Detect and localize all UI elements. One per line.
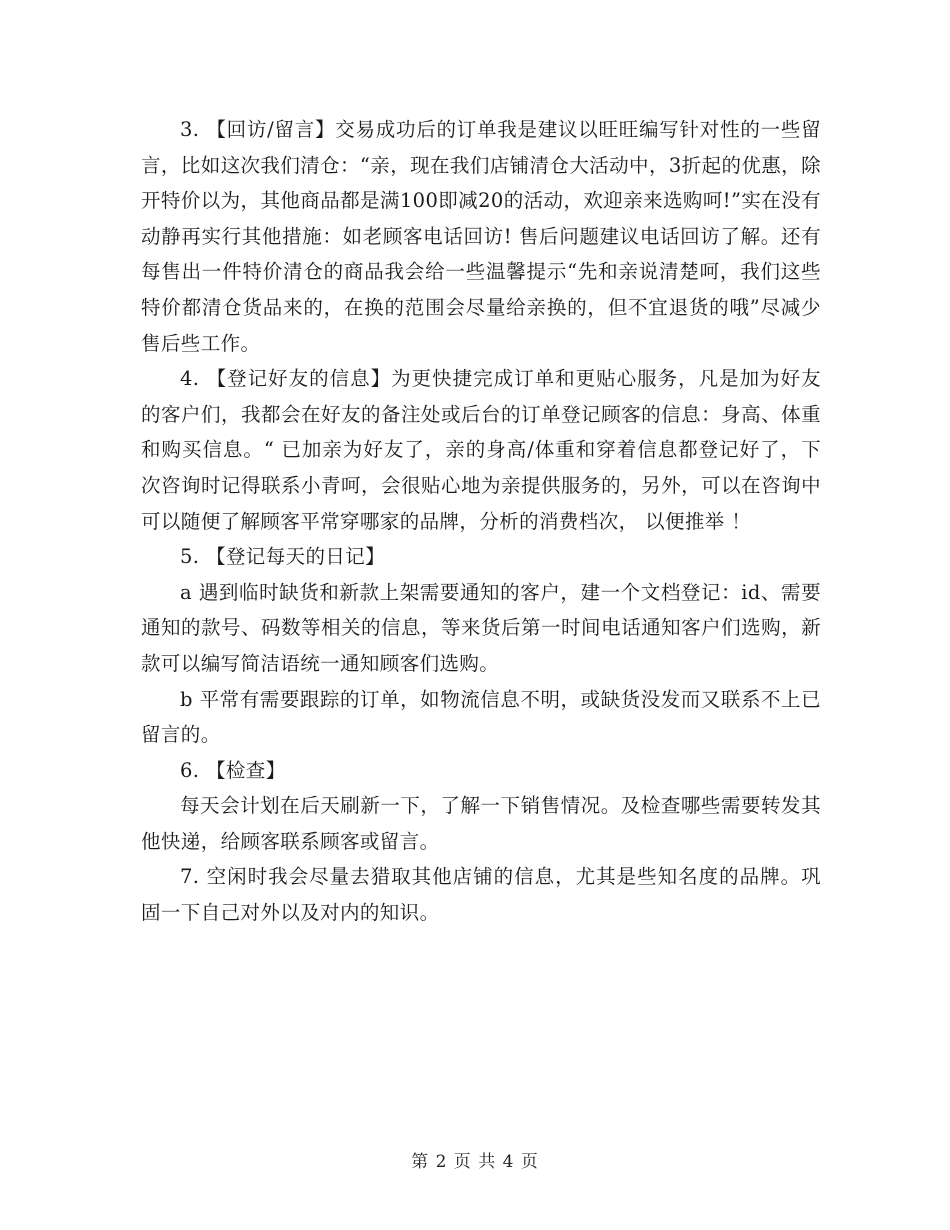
document-body	[141, 112, 821, 931]
paragraph-item-7: 7. 空闲时我会尽量去猎取其他店铺的信息，尤其是些知名度的品牌。巩固一下自己对外以及对内的知识。	[141, 865, 821, 925]
paragraph-item-5b: b 平常有需要跟踪的订单，如物流信息不明，或缺货没发而又联系不上已留言的。	[141, 687, 821, 747]
paragraph-item-6-heading: 6. 【检查】	[180, 758, 286, 782]
paragraph-item-3-revisit: 3. 【回访/留言】交易成功后的订单我是建议以旺旺编写针对性的一些留言，比如这次我们清仓：“亲，现在我们店铺清仓大活动中，3折起的优惠，除开特价以为，其他商品都是满100即减20的活动，欢迎亲来选购呵!”实在没有动静再实行其他措施：如老顾客电话回访! 售后问题建议电话回访了解。还有每售出一件特价清仓的商品我会给一些温馨提示“先和亲说清楚呵，我们这些特价都清仓货品来的，在换的范围会尽量给亲换的，但不宜退货的哦”尽减少售后些工作。	[141, 118, 821, 355]
paragraph-item-5-heading: 5. 【登记每天的日记】	[180, 545, 386, 569]
paragraph-item-6-body: 每天会计划在后天刷新一下，了解一下销售情况。及检查哪些需要转发其他快递，给顾客联系顾客或留言。	[141, 794, 821, 853]
paragraph-item-5a: a 遇到临时缺货和新款上架需要通知的客户，建一个文档登记：id、需要通知的款号、码数等相关的信息，等来货后第一时间电话通知客户们选购，新款可以编写简洁语统一通知顾客们选购。	[141, 580, 821, 675]
page-footer: 第 2 页 共 4 页	[411, 1152, 539, 1172]
paragraph-item-4-register-friends: 4. 【登记好友的信息】为更快捷完成订单和更贴心服务，凡是加为好友的客户们，我都会在好友的备注处或后台的订单登记顾客的信息：身高、体重和购买信息。“ 已加亲为好友了，亲的身高/体重和穿着信息都登记好了，下次咨询时记得联系小青呵，会很贴心地为亲提供服务的，另外，可以在咨询中可以随便了解顾客平常穿哪家的品牌，分析的消费档次， 以便推举 ！	[141, 367, 821, 533]
